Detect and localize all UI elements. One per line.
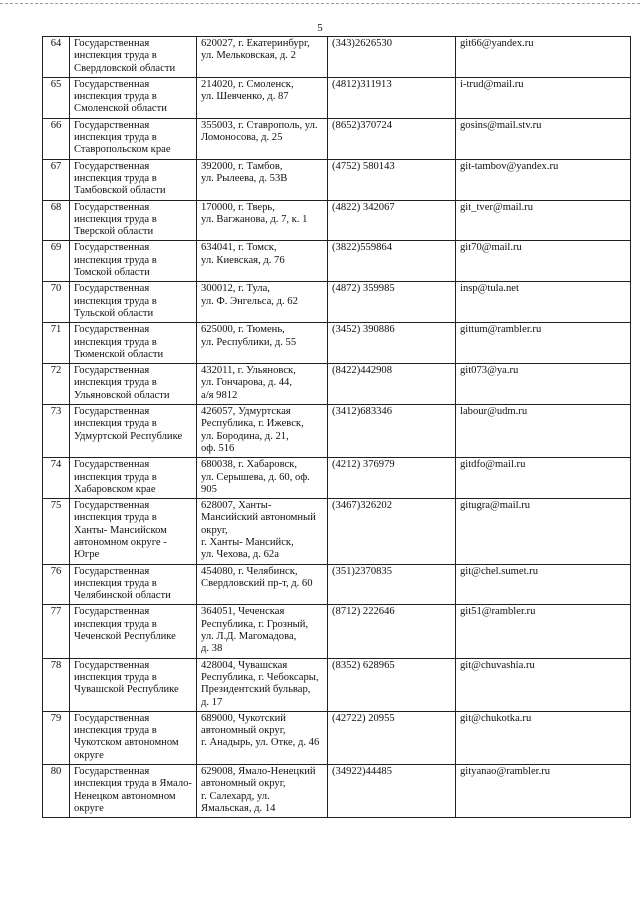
phone-cell: (42722) 20955 bbox=[328, 711, 456, 764]
phone-cell: (4212) 376979 bbox=[328, 458, 456, 499]
email-cell: git@chel.sumet.ru bbox=[456, 564, 631, 605]
address-cell: 432011, г. Ульяновск, ул. Гончарова, д. 44, а/я 9812 bbox=[197, 364, 328, 405]
phone-cell: (4822) 342067 bbox=[328, 200, 456, 241]
inspection-name-cell: Государственная инспекция труда в Чеченской Республике bbox=[70, 605, 197, 658]
email-cell: gosins@mail.stv.ru bbox=[456, 118, 631, 159]
row-number-cell: 66 bbox=[43, 118, 70, 159]
table-row bbox=[43, 37, 631, 78]
inspection-name-cell: Государственная инспекция труда в Свердловской области bbox=[70, 37, 197, 78]
row-number-cell: 74 bbox=[43, 458, 70, 499]
phone-cell: (3452) 390886 bbox=[328, 323, 456, 364]
row-number-cell: 69 bbox=[43, 241, 70, 282]
email-cell: git@chukotka.ru bbox=[456, 711, 631, 764]
phone-cell: (8352) 628965 bbox=[328, 658, 456, 711]
table-row bbox=[43, 765, 631, 818]
email-cell: git-tambov@yandex.ru bbox=[456, 159, 631, 200]
row-number-cell: 78 bbox=[43, 658, 70, 711]
phone-cell: (3467)326202 bbox=[328, 499, 456, 564]
email-cell: labour@udm.ru bbox=[456, 405, 631, 458]
scan-edge bbox=[0, 0, 640, 4]
phone-cell: (351)2370835 bbox=[328, 564, 456, 605]
address-cell: 634041, г. Томск, ул. Киевская, д. 76 bbox=[197, 241, 328, 282]
page-number: 5 bbox=[317, 22, 323, 34]
email-cell: insp@tula.net bbox=[456, 282, 631, 323]
inspection-name-cell: Государственная инспекция труда в Хабаровском крае bbox=[70, 458, 197, 499]
inspection-name-cell: Государственная инспекция труда в Ставропольском крае bbox=[70, 118, 197, 159]
table-row bbox=[43, 77, 631, 118]
inspection-name-cell: Государственная инспекция труда в Удмуртской Республике bbox=[70, 405, 197, 458]
inspection-name-cell: Государственная инспекция труда в Ульяновской области bbox=[70, 364, 197, 405]
address-cell: 426057, Удмуртская Республика, г. Ижевск, ул. Бородина, д. 21, оф. 516 bbox=[197, 405, 328, 458]
table-row bbox=[43, 323, 631, 364]
table-row bbox=[43, 405, 631, 458]
address-cell: 625000, г. Тюмень, ул. Республики, д. 55 bbox=[197, 323, 328, 364]
row-number-cell: 64 bbox=[43, 37, 70, 78]
phone-cell: (8712) 222646 bbox=[328, 605, 456, 658]
inspections-table-container bbox=[42, 36, 630, 818]
row-number-cell: 77 bbox=[43, 605, 70, 658]
row-number-cell: 68 bbox=[43, 200, 70, 241]
table-row bbox=[43, 241, 631, 282]
table-body bbox=[43, 37, 631, 818]
address-cell: 454080, г. Челябинск, Свердловский пр-т, д. 60 bbox=[197, 564, 328, 605]
address-cell: 170000, г. Тверь, ул. Вагжанова, д. 7, к. 1 bbox=[197, 200, 328, 241]
table-row bbox=[43, 364, 631, 405]
table-row bbox=[43, 564, 631, 605]
email-cell: git_tver@mail.ru bbox=[456, 200, 631, 241]
email-cell: git66@yandex.ru bbox=[456, 37, 631, 78]
row-number-cell: 71 bbox=[43, 323, 70, 364]
row-number-cell: 80 bbox=[43, 765, 70, 818]
inspection-name-cell: Государственная инспекция труда в Ямало- Ненецком автономном округе bbox=[70, 765, 197, 818]
address-cell: 392000, г. Тамбов, ул. Рылеева, д. 53В bbox=[197, 159, 328, 200]
email-cell: gitugra@mail.ru bbox=[456, 499, 631, 564]
email-cell: gityanao@rambler.ru bbox=[456, 765, 631, 818]
address-cell: 428004, Чувашская Республика, г. Чебоксары, Президентский бульвар, д. 17 bbox=[197, 658, 328, 711]
address-cell: 300012, г. Тула, ул. Ф. Энгельса, д. 62 bbox=[197, 282, 328, 323]
table-row bbox=[43, 499, 631, 564]
table-row bbox=[43, 200, 631, 241]
table-row bbox=[43, 605, 631, 658]
address-cell: 628007, Ханты- Мансийский автономный округ, г. Ханты- Мансийск, ул. Чехова, д. 62а bbox=[197, 499, 328, 564]
inspection-name-cell: Государственная инспекция труда в Тульской области bbox=[70, 282, 197, 323]
inspection-name-cell: Государственная инспекция труда в Тамбовской области bbox=[70, 159, 197, 200]
email-cell: gittum@rambler.ru bbox=[456, 323, 631, 364]
row-number-cell: 79 bbox=[43, 711, 70, 764]
table-row bbox=[43, 458, 631, 499]
address-cell: 355003, г. Ставрополь, ул. Ломоносова, д. 25 bbox=[197, 118, 328, 159]
email-cell: i-trud@mail.ru bbox=[456, 77, 631, 118]
phone-cell: (34922)44485 bbox=[328, 765, 456, 818]
inspection-name-cell: Государственная инспекция труда в Чукотском автономном округе bbox=[70, 711, 197, 764]
phone-cell: (8652)370724 bbox=[328, 118, 456, 159]
row-number-cell: 67 bbox=[43, 159, 70, 200]
phone-cell: (3822)559864 bbox=[328, 241, 456, 282]
table-row bbox=[43, 711, 631, 764]
address-cell: 620027, г. Екатеринбург, ул. Мельковская, д. 2 bbox=[197, 37, 328, 78]
inspection-name-cell: Государственная инспекция труда в Тверской области bbox=[70, 200, 197, 241]
inspection-name-cell: Государственная инспекция труда в Чувашской Республике bbox=[70, 658, 197, 711]
address-cell: 364051, Чеченская Республика, г. Грозный, ул. Л.Д. Магомадова, д. 38 bbox=[197, 605, 328, 658]
email-cell: git51@rambler.ru bbox=[456, 605, 631, 658]
inspection-name-cell: Государственная инспекция труда в Томской области bbox=[70, 241, 197, 282]
phone-cell: (8422)442908 bbox=[328, 364, 456, 405]
row-number-cell: 73 bbox=[43, 405, 70, 458]
address-cell: 629008, Ямало-Ненецкий автономный округ, г. Салехард, ул. Ямальская, д. 14 bbox=[197, 765, 328, 818]
row-number-cell: 65 bbox=[43, 77, 70, 118]
email-cell: git073@ya.ru bbox=[456, 364, 631, 405]
table-row bbox=[43, 118, 631, 159]
row-number-cell: 72 bbox=[43, 364, 70, 405]
row-number-cell: 75 bbox=[43, 499, 70, 564]
email-cell: git@chuvashia.ru bbox=[456, 658, 631, 711]
table-row bbox=[43, 159, 631, 200]
inspection-name-cell: Государственная инспекция труда в Челябинской области bbox=[70, 564, 197, 605]
address-cell: 689000, Чукотский автономный округ, г. Анадырь, ул. Отке, д. 46 bbox=[197, 711, 328, 764]
inspections-table bbox=[42, 36, 631, 818]
phone-cell: (4752) 580143 bbox=[328, 159, 456, 200]
address-cell: 680038, г. Хабаровск, ул. Серышева, д. 60, оф. 905 bbox=[197, 458, 328, 499]
phone-cell: (3412)683346 bbox=[328, 405, 456, 458]
inspection-name-cell: Государственная инспекция труда в Смоленской области bbox=[70, 77, 197, 118]
address-cell: 214020, г. Смоленск, ул. Шевченко, д. 87 bbox=[197, 77, 328, 118]
phone-cell: (4872) 359985 bbox=[328, 282, 456, 323]
phone-cell: (343)2626530 bbox=[328, 37, 456, 78]
table-row bbox=[43, 282, 631, 323]
inspection-name-cell: Государственная инспекция труда в Тюменской области bbox=[70, 323, 197, 364]
email-cell: gitdfo@mail.ru bbox=[456, 458, 631, 499]
inspection-name-cell: Государственная инспекция труда в Ханты- Мансийском автономном округе - Югре bbox=[70, 499, 197, 564]
table-row bbox=[43, 658, 631, 711]
row-number-cell: 70 bbox=[43, 282, 70, 323]
email-cell: git70@mail.ru bbox=[456, 241, 631, 282]
phone-cell: (4812)311913 bbox=[328, 77, 456, 118]
row-number-cell: 76 bbox=[43, 564, 70, 605]
